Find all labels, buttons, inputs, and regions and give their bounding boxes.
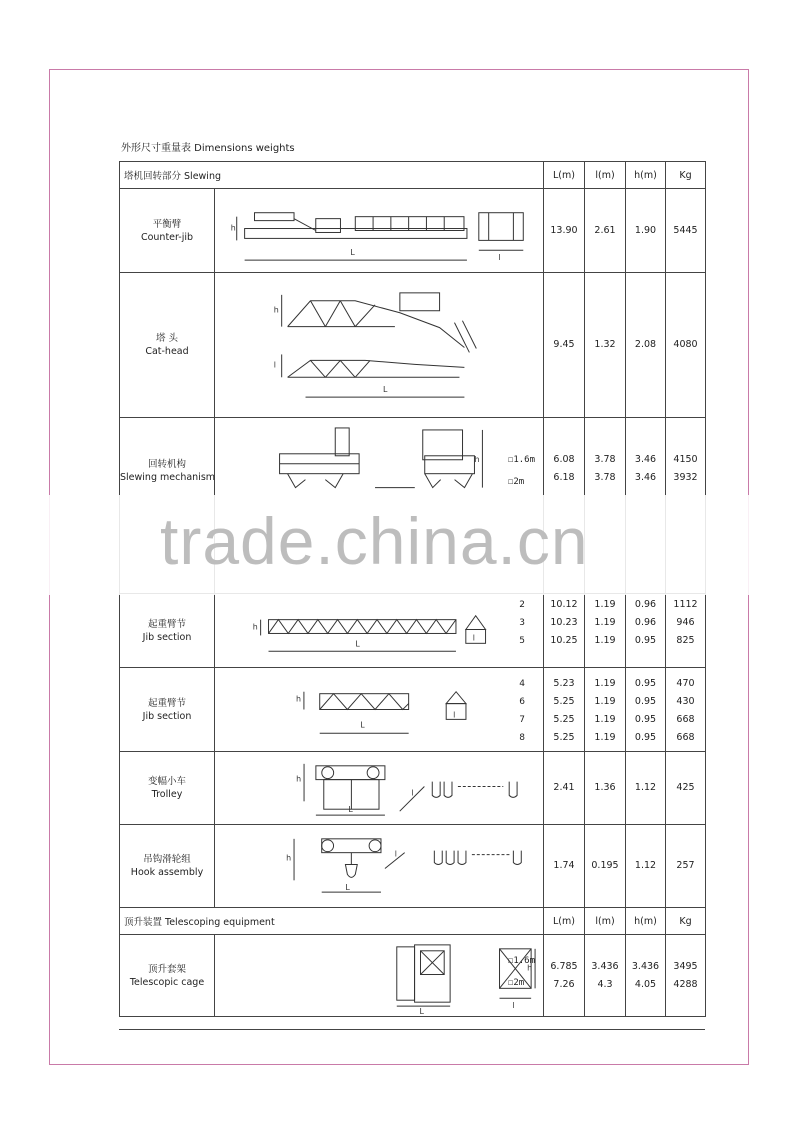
component-name-en: Telescopic cage [129, 976, 205, 988]
svg-text:l: l [472, 633, 475, 643]
svg-text:l: l [411, 788, 414, 798]
component-name-cn: 平衡臂 [152, 218, 182, 230]
header-h: h(m) [626, 908, 666, 935]
value-kg: 1112 946 825 [666, 594, 706, 668]
component-name-en: Slewing mechanism [120, 472, 216, 483]
table-row [120, 273, 706, 418]
component-name-cn: 回转机构 [147, 459, 186, 470]
header-l: l(m) [585, 908, 626, 935]
trolley-diagram [215, 752, 544, 824]
jib-section-drawing [215, 594, 544, 668]
svg-text:L: L [345, 883, 350, 893]
component-name-en: Trolley [151, 789, 183, 800]
svg-text:h: h [273, 305, 279, 315]
cat-head-drawing [215, 273, 544, 418]
component-name-cn: 变幅小车 [147, 776, 186, 787]
section-title: 塔机回转部分 Slewing [120, 162, 544, 189]
component-name [120, 752, 215, 825]
svg-text:L: L [419, 1007, 424, 1016]
value-h: 3.46 3.46 [626, 418, 666, 594]
component-name [120, 935, 215, 1017]
value-kg: 425 [666, 752, 706, 825]
svg-text:l: l [273, 360, 276, 370]
svg-text:l: l [498, 253, 501, 263]
section-title: 顶升装置 Telescoping equipment [120, 908, 544, 935]
component-name-cn: 顶升套架 [147, 963, 186, 975]
value-kg: 257 [666, 825, 706, 908]
value-L: 10.12 10.23 10.25 [544, 594, 585, 668]
value-L: 9.45 [544, 273, 585, 418]
value-h: 2.08 [626, 273, 666, 418]
counter-jib-diagram [215, 189, 544, 272]
value-l: 2.61 [585, 189, 626, 273]
svg-text:L: L [350, 248, 355, 258]
trolley-drawing [215, 752, 544, 825]
value-L: 6.08 6.18 [544, 418, 585, 594]
section-header-telescoping [120, 908, 706, 935]
value-l: 3.78 3.78 [585, 418, 626, 594]
component-name-en: Cat-head [145, 346, 189, 357]
value-h: 1.12 [626, 752, 666, 825]
value-kg: 470 430 668 668 [666, 668, 706, 752]
component-name [120, 825, 215, 908]
counter-jib-drawing [215, 189, 544, 273]
svg-text:h: h [296, 694, 302, 704]
svg-text:l: l [453, 710, 456, 720]
value-h: 1.12 [626, 825, 666, 908]
component-name-cn: 吊钩滑轮组 [143, 854, 191, 865]
value-L: 2.41 [544, 752, 585, 825]
watermark-text: trade.china.cn [160, 504, 589, 578]
component-name [120, 668, 215, 752]
value-h: 1.90 [626, 189, 666, 273]
svg-text:h: h [474, 454, 480, 464]
jib-section-short-drawing [215, 668, 544, 752]
svg-text:L: L [348, 805, 353, 815]
value-h: 0.96 0.96 0.95 [626, 594, 666, 668]
component-name-en: Jib section [142, 710, 192, 722]
svg-text:L: L [382, 385, 388, 395]
component-name-en: Jib section [142, 631, 192, 643]
header-h: h(m) [626, 162, 666, 189]
section-numbers: 4 6 7 8 [519, 679, 525, 743]
value-l: 1.19 1.19 1.19 [585, 594, 626, 668]
svg-text:l: l [394, 849, 398, 859]
svg-text:h: h [296, 774, 302, 784]
header-kg: Kg [666, 908, 706, 935]
header-L: L(m) [544, 162, 585, 189]
section-header-slewing [120, 162, 706, 189]
header-kg: Kg [666, 162, 706, 189]
telescopic-cage-drawing [215, 935, 544, 1017]
bottom-rule [119, 1029, 705, 1030]
hook-assembly-diagram [215, 825, 544, 907]
jib-section-short-diagram [215, 668, 544, 751]
component-name-cn: 起重臂节 [147, 697, 186, 709]
svg-text:h: h [527, 963, 533, 973]
table-row [120, 668, 706, 752]
component-name [120, 189, 215, 273]
size-options: ☐1.6m ☐2m [507, 455, 535, 487]
svg-text:h: h [230, 223, 236, 233]
value-l: 3.436 4.3 [585, 935, 626, 1017]
svg-text:h: h [286, 853, 292, 863]
jib-section-diagram [215, 594, 544, 667]
value-l: 1.19 1.19 1.19 1.19 [585, 668, 626, 752]
table-row [120, 189, 706, 273]
component-name-cn: 起重臂节 [147, 618, 186, 630]
value-kg: 3495 4288 [666, 935, 706, 1017]
component-name-cn: 塔 头 [155, 333, 179, 344]
value-kg: 4150 3932 [666, 418, 706, 594]
section-numbers: 2 3 5 [519, 600, 525, 646]
value-L: 5.23 5.25 5.25 5.25 [544, 668, 585, 752]
cat-head-diagram [215, 273, 544, 417]
hook-assembly-drawing [215, 825, 544, 908]
value-l: 1.32 [585, 273, 626, 418]
value-l: 1.36 [585, 752, 626, 825]
header-l: l(m) [585, 162, 626, 189]
telescopic-cage-diagram [215, 935, 544, 1016]
table-row [120, 935, 706, 1017]
table-row [120, 825, 706, 908]
value-L: 6.785 7.26 [544, 935, 585, 1017]
watermark [0, 495, 800, 595]
table-row [120, 594, 706, 668]
header-L: L(m) [544, 908, 585, 935]
value-h: 0.95 0.95 0.95 0.95 [626, 668, 666, 752]
value-L: 13.90 [544, 189, 585, 273]
svg-text:L: L [355, 639, 360, 649]
value-kg: 5445 [666, 189, 706, 273]
document-title: 外形尺寸重量表 Dimensions weights [121, 143, 295, 154]
value-kg: 4080 [666, 273, 706, 418]
component-name-en: Hook assembly [130, 867, 204, 878]
component-name [120, 273, 215, 418]
value-l: 0.195 [585, 825, 626, 908]
svg-text:l: l [512, 1001, 515, 1011]
component-name [120, 594, 215, 668]
svg-text:h: h [252, 622, 258, 632]
table-row [120, 752, 706, 825]
value-h: 3.436 4.05 [626, 935, 666, 1017]
svg-text:L: L [360, 720, 365, 730]
value-L: 1.74 [544, 825, 585, 908]
size-options: ☐1.6m ☐2m [507, 956, 535, 988]
component-name-en: Counter-jib [140, 231, 194, 243]
